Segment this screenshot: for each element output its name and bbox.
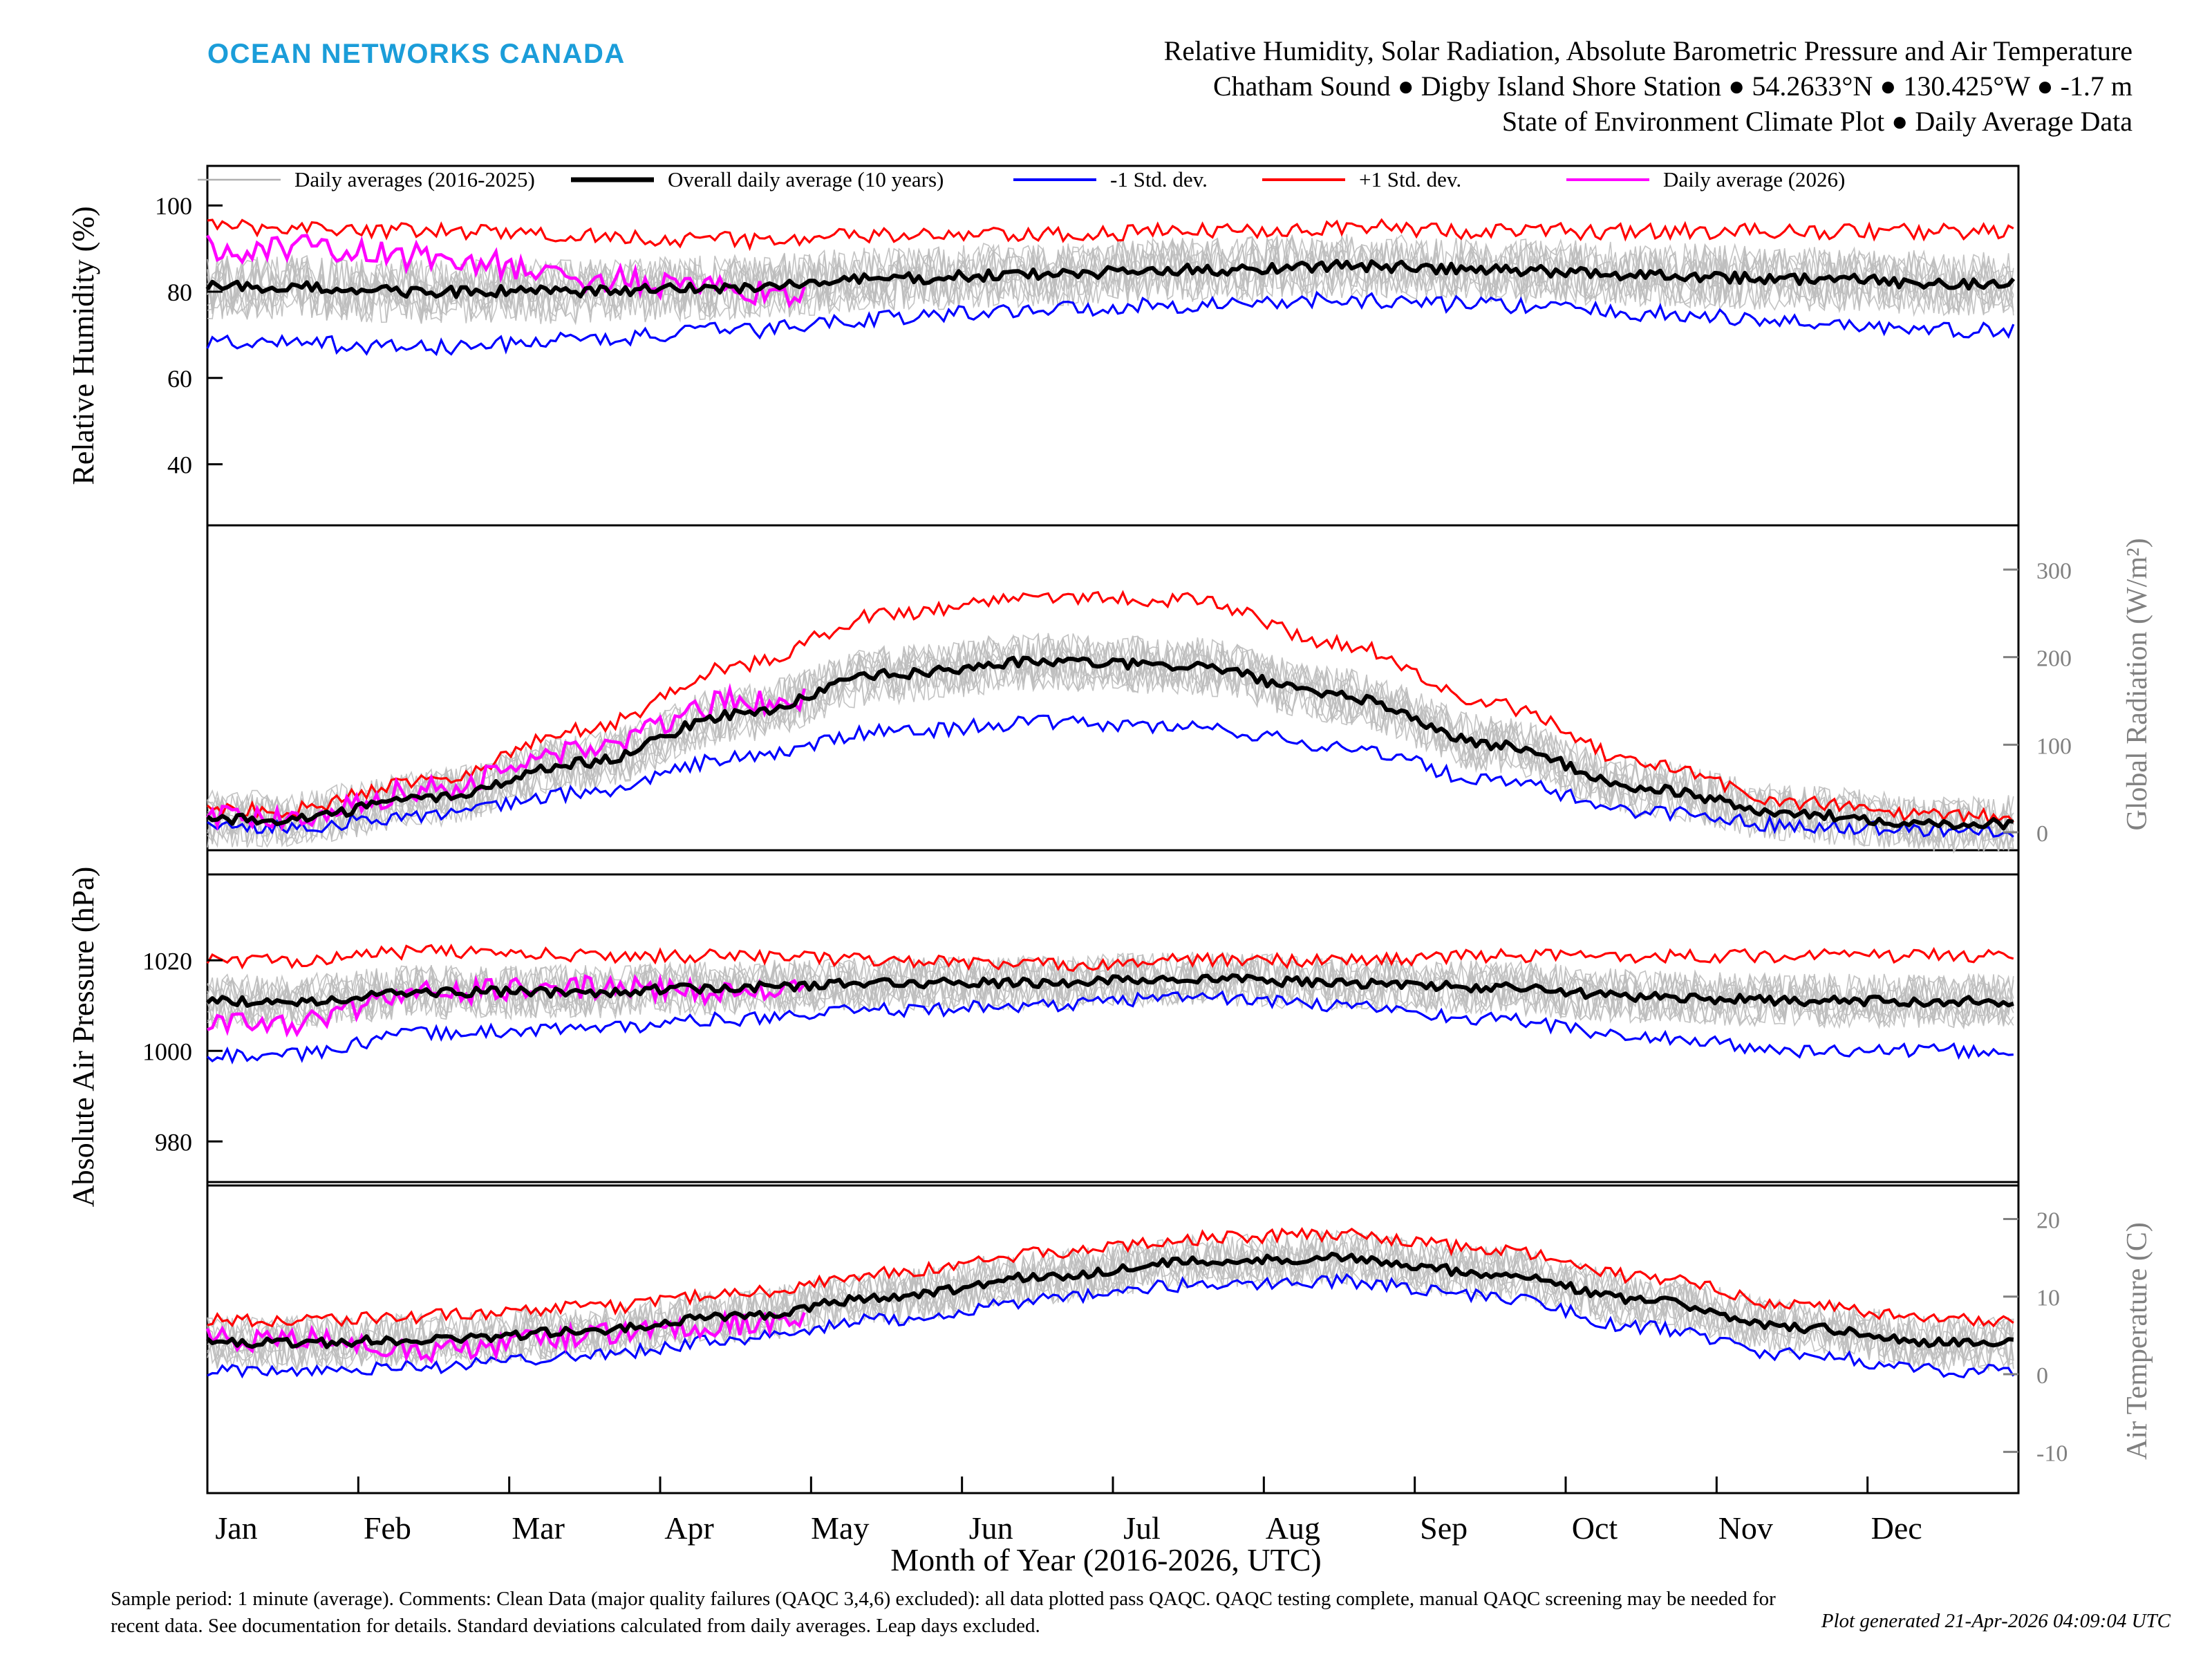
y-axis-title-pressure: Absolute Air Pressure (hPa) bbox=[66, 866, 100, 1208]
x-axis-label: Month of Year (2016-2026, UTC) bbox=[890, 1542, 1322, 1577]
y-tick-label: 10 bbox=[2036, 1285, 2060, 1311]
series--1-std-dev- bbox=[207, 946, 2014, 971]
x-tick-label: Apr bbox=[664, 1510, 714, 1546]
y-tick-label: -10 bbox=[2036, 1441, 2068, 1467]
header-line-2: Chatham Sound ● Digby Island Shore Station ● 54.2633°N ● 130.425°W ● -1.7 m bbox=[1212, 71, 2133, 102]
y-tick-label: 100 bbox=[2036, 733, 2072, 760]
x-tick-label: Nov bbox=[1718, 1510, 1773, 1546]
x-tick-label: Mar bbox=[512, 1510, 565, 1546]
y-tick-label: 40 bbox=[167, 451, 192, 479]
x-tick-label: May bbox=[811, 1510, 870, 1546]
y-axis-title-temperature: Air Temperature (C) bbox=[2121, 1222, 2153, 1460]
header-line-3: State of Environment Climate Plot ● Daily Average Data bbox=[1501, 106, 2133, 138]
y-axis-title-humidity: Relative Humidity (%) bbox=[66, 206, 100, 485]
x-tick-label: Jun bbox=[968, 1510, 1013, 1546]
y-tick-label: 20 bbox=[2036, 1208, 2060, 1234]
x-tick-label: Jan bbox=[215, 1510, 258, 1546]
y-tick-label: 300 bbox=[2036, 559, 2072, 584]
legend-label: +1 Std. dev. bbox=[1359, 167, 1462, 191]
legend-label: Daily averages (2016-2025) bbox=[294, 167, 535, 191]
y-tick-label: 0 bbox=[2036, 821, 2048, 847]
y-tick-label: 200 bbox=[2036, 646, 2072, 672]
panel-1 bbox=[155, 192, 2014, 478]
x-tick-label: Sep bbox=[1420, 1510, 1468, 1546]
generated-timestamp: Plot generated 21-Apr-2026 04:09:04 UTC bbox=[1821, 1610, 2171, 1632]
x-tick-label: Feb bbox=[363, 1510, 411, 1546]
x-tick-label: Dec bbox=[1871, 1510, 1922, 1546]
y-tick-label: 100 bbox=[155, 192, 192, 221]
series--1-std-dev- bbox=[207, 220, 2014, 248]
legend-label: Overall daily average (10 years) bbox=[668, 167, 944, 191]
plot-frame bbox=[207, 166, 2018, 1493]
y-tick-label: 980 bbox=[155, 1128, 192, 1156]
panel-3 bbox=[142, 946, 2014, 1156]
y-tick-label: 0 bbox=[2036, 1363, 2048, 1389]
footer-note: Sample period: 1 minute (average). Comments: Clean Data (major quality failures (QAQC 3,4,6) excluded): all data plotted pass QAQC. QAQC testing complete, manual QAQC screening may be needed for recent data. See documentation for details. Standard deviations calculated from daily averages. Leap days excluded. bbox=[111, 1587, 1776, 1637]
x-tick-label: Oct bbox=[1571, 1510, 1618, 1546]
y-tick-label: 1020 bbox=[142, 947, 192, 975]
legend-label: -1 Std. dev. bbox=[1110, 167, 1208, 191]
brand-logo: OCEAN NETWORKS CANADA bbox=[207, 39, 626, 69]
legend-label: Daily average (2026) bbox=[1663, 167, 1846, 191]
panel-2 bbox=[207, 559, 2072, 852]
x-tick-label: Aug bbox=[1265, 1510, 1320, 1546]
y-tick-label: 1000 bbox=[142, 1038, 192, 1066]
panel-4 bbox=[207, 1208, 2068, 1466]
x-tick-label: Jul bbox=[1123, 1510, 1161, 1546]
y-tick-label: 80 bbox=[167, 279, 192, 306]
y-axis-title-radiation: Global Radiation (W/m²) bbox=[2121, 538, 2153, 831]
header-line-1: Relative Humidity, Solar Radiation, Absolute Barometric Pressure and Air Temperature bbox=[1163, 35, 2133, 66]
y-tick-label: 60 bbox=[167, 364, 192, 393]
